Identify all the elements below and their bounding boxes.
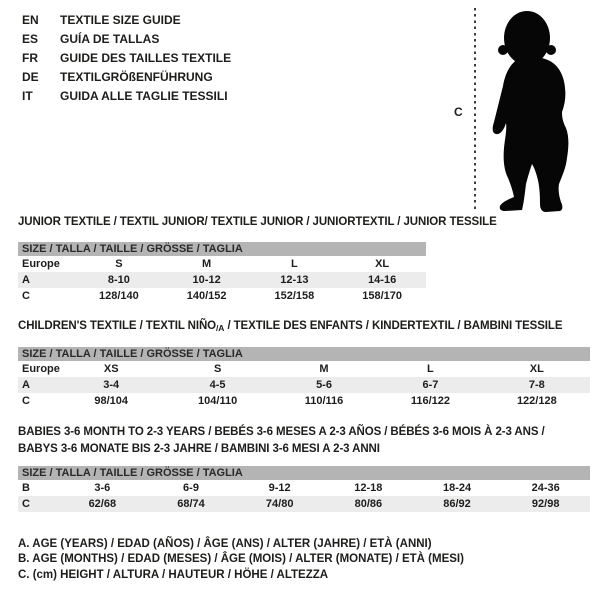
table-cell: 5-6 (316, 379, 332, 391)
table-row (18, 496, 590, 512)
table-cell: 9-12 (268, 482, 291, 494)
table-cell: 74/80 (265, 498, 294, 510)
table-cell: 86/92 (443, 498, 471, 510)
table-cell: 8-10 (107, 274, 130, 286)
table-cell: 140/152 (186, 290, 227, 302)
babies-title-line2: BABYS 3-6 MONATE BIS 2-3 JAHRE / BAMBINI 3-6 MESI A 2-3 ANNI (18, 443, 380, 455)
table-cell: 12-18 (354, 482, 383, 494)
language-title: TEXTILGRÖßENFÜHRUNG (60, 70, 213, 84)
row-label: A (22, 379, 30, 391)
table-cell: 110/116 (304, 395, 344, 407)
table-cell: 62/68 (88, 498, 117, 510)
language-title: TEXTILE SIZE GUIDE (60, 13, 181, 27)
table-cell: S (213, 363, 222, 375)
junior-section-title: JUNIOR TEXTILE / TEXTIL JUNIOR/ TEXTILE JUNIOR / JUNIORTEXTIL / JUNIOR TESSILE (18, 216, 497, 228)
table-cell: 98/104 (94, 395, 129, 407)
children-section-title (18, 320, 562, 332)
table-cell: 3-4 (103, 379, 120, 391)
table-cell: 3-6 (94, 482, 111, 494)
table-cell: S (115, 258, 123, 270)
row-label: C (22, 498, 30, 510)
language-title: GUÍA DE TALLAS (60, 32, 160, 46)
table-cell: XL (375, 258, 390, 270)
table-cell: 116/122 (410, 395, 450, 407)
language-code: EN (22, 13, 39, 27)
table-cell: 68/74 (177, 498, 205, 510)
legend-line-b: B. AGE (MONTHS) / EDAD (MESES) / ÂGE (MOIS) / ALTER (MONATE) / ETÀ (MESI) (18, 553, 464, 566)
table-cell: 80/86 (354, 498, 383, 510)
babies-section-title (18, 424, 545, 458)
table-cell: 104/110 (198, 395, 238, 407)
table-cell: 18-24 (442, 482, 472, 494)
table-cell: 24-36 (531, 482, 560, 494)
table-row (18, 377, 590, 393)
table-cell: L (427, 363, 434, 375)
table-cell: 122/128 (516, 395, 557, 407)
children-title-prefix: CHILDREN'S TEXTILE / TEXTIL NIÑO (18, 320, 217, 332)
language-row (22, 68, 231, 87)
table-row (18, 361, 590, 377)
language-row (22, 49, 231, 68)
table-cell: XS (103, 363, 119, 375)
children-title-suffix: / TEXTILE DES ENFANTS / KINDERTEXTIL / BAMBINI TESSILE (224, 320, 563, 332)
table-cell: L (291, 258, 298, 270)
row-label: Europe (22, 363, 60, 375)
table-cell: M (202, 258, 212, 270)
language-title-list (22, 11, 231, 106)
table-cell: 14-16 (368, 274, 397, 286)
language-row (22, 87, 231, 106)
table-cell: 4-5 (209, 379, 226, 391)
language-title: GUIDE DES TAILLES TEXTILE (60, 51, 232, 65)
children-size-header-band: SIZE / TALLA / TAILLE / GRÖSSE / TAGLIA (18, 347, 590, 361)
legend-line-a: A. AGE (YEARS) / EDAD (AÑOS) / ÂGE (ANS) / ALTER (JAHRE) / ETÀ (ANNI) (18, 538, 432, 550)
junior-size-header-band: SIZE / TALLA / TAILLE / GRÖSSE / TAGLIA (18, 242, 426, 256)
table-cell: 6-7 (422, 379, 439, 391)
table-cell: XL (529, 363, 544, 375)
row-label: C (22, 395, 30, 407)
table-cell: 6-9 (183, 482, 199, 494)
row-label: A (22, 274, 30, 286)
babies-size-table (18, 466, 590, 512)
babies-size-header-band: SIZE / TALLA / TAILLE / GRÖSSE / TAGLIA (18, 466, 590, 480)
table-cell: M (319, 363, 329, 375)
language-row (22, 11, 231, 30)
language-row (22, 30, 231, 49)
language-code: FR (22, 51, 38, 65)
table-cell: 128/140 (98, 290, 139, 302)
height-dotted-line (474, 8, 476, 210)
table-cell: 7-8 (528, 379, 545, 391)
babies-title-line1: BABIES 3-6 MONTH TO 2-3 YEARS / BEBÉS 3-6 MESES A 2-3 AÑOS / BÉBÉS 3-6 MOIS À 2-3 ANS / (18, 426, 545, 438)
table-cell: 158/170 (362, 290, 402, 302)
measure-legend (18, 537, 464, 583)
language-code: DE (22, 70, 39, 84)
children-title-subscript: /A (216, 323, 225, 333)
table-row (18, 480, 590, 496)
table-row (18, 393, 590, 409)
row-label: B (22, 482, 30, 494)
table-row (18, 272, 426, 288)
language-code: ES (22, 32, 39, 46)
table-row (18, 288, 426, 304)
row-label: C (22, 290, 30, 302)
table-cell: 92/98 (531, 498, 560, 510)
table-cell: 152/158 (274, 290, 315, 302)
height-measure-label: C (454, 105, 463, 119)
junior-size-table (18, 242, 426, 304)
table-cell: 10-12 (192, 274, 221, 286)
baby-silhouette-icon (482, 6, 578, 212)
table-row (18, 256, 426, 272)
table-cell: 12-13 (280, 274, 309, 286)
language-code: IT (22, 89, 33, 103)
row-label: Europe (22, 258, 60, 270)
children-size-table (18, 347, 590, 409)
legend-line-c: C. (cm) HEIGHT / ALTURA / HAUTEUR / HÖHE / ALTEZZA (18, 568, 329, 581)
language-title: GUIDA ALLE TAGLIE TESSILI (60, 89, 228, 103)
